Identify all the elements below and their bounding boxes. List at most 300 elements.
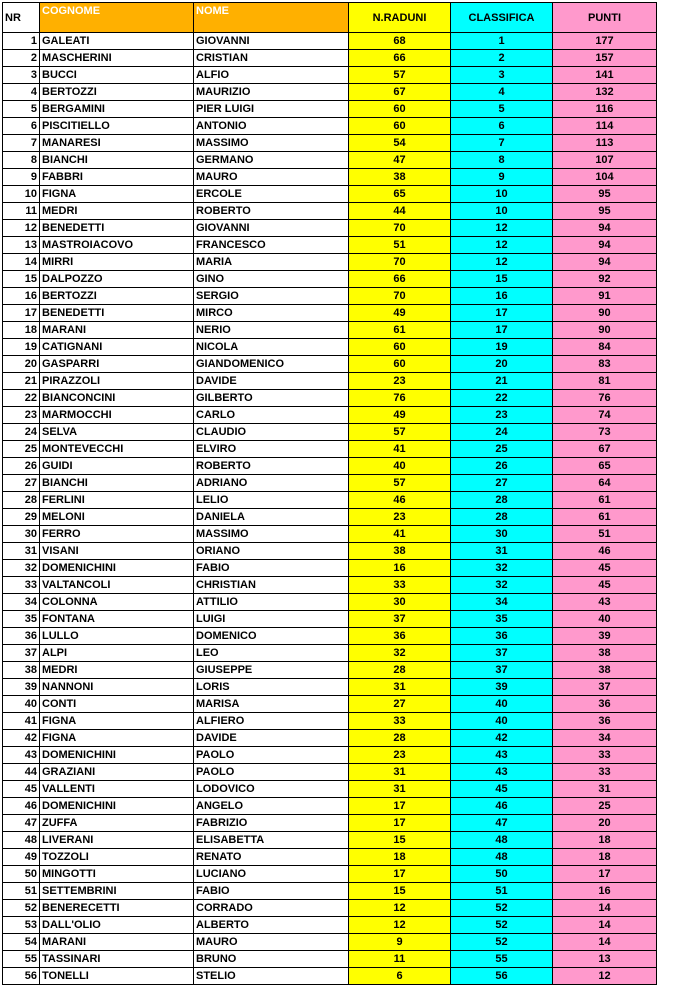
header-raduni[interactable]: N.RADUNI <box>349 3 451 33</box>
cell-punti[interactable]: 177 <box>553 33 657 50</box>
cell-raduni[interactable]: 61 <box>349 322 451 339</box>
cell-classifica[interactable]: 37 <box>451 645 553 662</box>
cell-nr[interactable]: 6 <box>3 118 40 135</box>
cell-nome[interactable]: STELIO <box>194 968 349 985</box>
cell-punti[interactable]: 94 <box>553 237 657 254</box>
cell-cognome[interactable]: CATIGNANI <box>40 339 194 356</box>
cell-nr[interactable]: 56 <box>3 968 40 985</box>
cell-punti[interactable]: 31 <box>553 781 657 798</box>
cell-raduni[interactable]: 16 <box>349 560 451 577</box>
cell-classifica[interactable]: 48 <box>451 849 553 866</box>
cell-classifica[interactable]: 16 <box>451 288 553 305</box>
cell-cognome[interactable]: MARANI <box>40 322 194 339</box>
cell-raduni[interactable]: 31 <box>349 781 451 798</box>
cell-nome[interactable]: LEO <box>194 645 349 662</box>
cell-cognome[interactable]: PISCITIELLO <box>40 118 194 135</box>
cell-nr[interactable]: 48 <box>3 832 40 849</box>
cell-raduni[interactable]: 17 <box>349 866 451 883</box>
cell-raduni[interactable]: 6 <box>349 968 451 985</box>
cell-classifica[interactable]: 4 <box>451 84 553 101</box>
cell-cognome[interactable]: FABBRI <box>40 169 194 186</box>
cell-nr[interactable]: 50 <box>3 866 40 883</box>
cell-nr[interactable]: 11 <box>3 203 40 220</box>
cell-cognome[interactable]: VALLENTI <box>40 781 194 798</box>
cell-nr[interactable]: 26 <box>3 458 40 475</box>
cell-classifica[interactable]: 19 <box>451 339 553 356</box>
cell-cognome[interactable]: FERLINI <box>40 492 194 509</box>
cell-nr[interactable]: 2 <box>3 50 40 67</box>
cell-classifica[interactable]: 26 <box>451 458 553 475</box>
cell-raduni[interactable]: 30 <box>349 594 451 611</box>
cell-cognome[interactable]: BIANCHI <box>40 475 194 492</box>
cell-nome[interactable]: MAURO <box>194 934 349 951</box>
cell-nome[interactable]: DAVIDE <box>194 730 349 747</box>
cell-raduni[interactable]: 38 <box>349 543 451 560</box>
cell-nome[interactable]: ALFIERO <box>194 713 349 730</box>
cell-classifica[interactable]: 12 <box>451 237 553 254</box>
cell-classifica[interactable]: 2 <box>451 50 553 67</box>
cell-classifica[interactable]: 52 <box>451 900 553 917</box>
cell-punti[interactable]: 95 <box>553 186 657 203</box>
cell-classifica[interactable]: 40 <box>451 713 553 730</box>
cell-cognome[interactable]: NANNONI <box>40 679 194 696</box>
cell-cognome[interactable]: DALL'OLIO <box>40 917 194 934</box>
cell-classifica[interactable]: 10 <box>451 203 553 220</box>
cell-nr[interactable]: 5 <box>3 101 40 118</box>
cell-nome[interactable]: CARLO <box>194 407 349 424</box>
cell-nome[interactable]: PAOLO <box>194 747 349 764</box>
cell-nome[interactable]: DOMENICO <box>194 628 349 645</box>
cell-nr[interactable]: 33 <box>3 577 40 594</box>
cell-nr[interactable]: 54 <box>3 934 40 951</box>
cell-punti[interactable]: 94 <box>553 220 657 237</box>
cell-raduni[interactable]: 70 <box>349 288 451 305</box>
cell-punti[interactable]: 92 <box>553 271 657 288</box>
cell-punti[interactable]: 18 <box>553 849 657 866</box>
cell-nr[interactable]: 13 <box>3 237 40 254</box>
cell-raduni[interactable]: 15 <box>349 832 451 849</box>
cell-nome[interactable]: GIOVANNI <box>194 33 349 50</box>
cell-nome[interactable]: GINO <box>194 271 349 288</box>
cell-nome[interactable]: DANIELA <box>194 509 349 526</box>
cell-classifica[interactable]: 37 <box>451 662 553 679</box>
cell-classifica[interactable]: 52 <box>451 917 553 934</box>
cell-classifica[interactable]: 22 <box>451 390 553 407</box>
cell-nome[interactable]: DAVIDE <box>194 373 349 390</box>
cell-cognome[interactable]: BENEDETTI <box>40 305 194 322</box>
cell-cognome[interactable]: BERTOZZI <box>40 84 194 101</box>
cell-punti[interactable]: 16 <box>553 883 657 900</box>
cell-nr[interactable]: 31 <box>3 543 40 560</box>
cell-cognome[interactable]: BERTOZZI <box>40 288 194 305</box>
cell-nome[interactable]: NICOLA <box>194 339 349 356</box>
cell-nome[interactable]: GERMANO <box>194 152 349 169</box>
cell-punti[interactable]: 38 <box>553 662 657 679</box>
cell-cognome[interactable]: COLONNA <box>40 594 194 611</box>
cell-nr[interactable]: 55 <box>3 951 40 968</box>
cell-nr[interactable]: 15 <box>3 271 40 288</box>
cell-cognome[interactable]: ZUFFA <box>40 815 194 832</box>
cell-classifica[interactable]: 36 <box>451 628 553 645</box>
cell-punti[interactable]: 114 <box>553 118 657 135</box>
cell-raduni[interactable]: 57 <box>349 475 451 492</box>
cell-classifica[interactable]: 17 <box>451 322 553 339</box>
cell-classifica[interactable]: 30 <box>451 526 553 543</box>
cell-punti[interactable]: 65 <box>553 458 657 475</box>
cell-raduni[interactable]: 18 <box>349 849 451 866</box>
cell-classifica[interactable]: 46 <box>451 798 553 815</box>
header-classifica[interactable]: CLASSIFICA <box>451 3 553 33</box>
cell-classifica[interactable]: 51 <box>451 883 553 900</box>
cell-nr[interactable]: 14 <box>3 254 40 271</box>
cell-punti[interactable]: 113 <box>553 135 657 152</box>
cell-raduni[interactable]: 40 <box>349 458 451 475</box>
cell-raduni[interactable]: 41 <box>349 441 451 458</box>
cell-cognome[interactable]: MELONI <box>40 509 194 526</box>
cell-nr[interactable]: 4 <box>3 84 40 101</box>
cell-punti[interactable]: 74 <box>553 407 657 424</box>
cell-nome[interactable]: ALBERTO <box>194 917 349 934</box>
cell-cognome[interactable]: MINGOTTI <box>40 866 194 883</box>
cell-punti[interactable]: 14 <box>553 900 657 917</box>
cell-punti[interactable]: 37 <box>553 679 657 696</box>
cell-nome[interactable]: ROBERTO <box>194 458 349 475</box>
cell-punti[interactable]: 38 <box>553 645 657 662</box>
cell-raduni[interactable]: 17 <box>349 815 451 832</box>
cell-punti[interactable]: 36 <box>553 713 657 730</box>
cell-raduni[interactable]: 60 <box>349 339 451 356</box>
cell-classifica[interactable]: 8 <box>451 152 553 169</box>
cell-classifica[interactable]: 48 <box>451 832 553 849</box>
cell-nr[interactable]: 37 <box>3 645 40 662</box>
cell-punti[interactable]: 43 <box>553 594 657 611</box>
cell-raduni[interactable]: 36 <box>349 628 451 645</box>
cell-punti[interactable]: 95 <box>553 203 657 220</box>
cell-classifica[interactable]: 47 <box>451 815 553 832</box>
cell-raduni[interactable]: 38 <box>349 169 451 186</box>
cell-cognome[interactable]: GALEATI <box>40 33 194 50</box>
cell-classifica[interactable]: 52 <box>451 934 553 951</box>
cell-nr[interactable]: 23 <box>3 407 40 424</box>
cell-punti[interactable]: 91 <box>553 288 657 305</box>
cell-punti[interactable]: 51 <box>553 526 657 543</box>
cell-cognome[interactable]: SELVA <box>40 424 194 441</box>
cell-classifica[interactable]: 32 <box>451 560 553 577</box>
cell-nome[interactable]: MAURO <box>194 169 349 186</box>
cell-punti[interactable]: 33 <box>553 764 657 781</box>
cell-nome[interactable]: ATTILIO <box>194 594 349 611</box>
cell-raduni[interactable]: 9 <box>349 934 451 951</box>
cell-cognome[interactable]: MIRRI <box>40 254 194 271</box>
cell-classifica[interactable]: 31 <box>451 543 553 560</box>
cell-nome[interactable]: BRUNO <box>194 951 349 968</box>
cell-punti[interactable]: 132 <box>553 84 657 101</box>
cell-cognome[interactable]: CONTI <box>40 696 194 713</box>
cell-cognome[interactable]: MANARESI <box>40 135 194 152</box>
cell-classifica[interactable]: 55 <box>451 951 553 968</box>
cell-nome[interactable]: MIRCO <box>194 305 349 322</box>
cell-nr[interactable]: 43 <box>3 747 40 764</box>
cell-cognome[interactable]: BIANCHI <box>40 152 194 169</box>
cell-nr[interactable]: 38 <box>3 662 40 679</box>
cell-cognome[interactable]: GASPARRI <box>40 356 194 373</box>
cell-cognome[interactable]: DALPOZZO <box>40 271 194 288</box>
cell-nr[interactable]: 20 <box>3 356 40 373</box>
cell-nr[interactable]: 21 <box>3 373 40 390</box>
cell-nome[interactable]: ANTONIO <box>194 118 349 135</box>
cell-classifica[interactable]: 50 <box>451 866 553 883</box>
cell-punti[interactable]: 14 <box>553 934 657 951</box>
cell-raduni[interactable]: 31 <box>349 764 451 781</box>
cell-cognome[interactable]: GRAZIANI <box>40 764 194 781</box>
cell-nome[interactable]: MASSIMO <box>194 526 349 543</box>
cell-raduni[interactable]: 49 <box>349 305 451 322</box>
cell-cognome[interactable]: GUIDI <box>40 458 194 475</box>
cell-classifica[interactable]: 27 <box>451 475 553 492</box>
cell-classifica[interactable]: 28 <box>451 509 553 526</box>
cell-raduni[interactable]: 17 <box>349 798 451 815</box>
cell-classifica[interactable]: 1 <box>451 33 553 50</box>
cell-nr[interactable]: 40 <box>3 696 40 713</box>
cell-cognome[interactable]: LULLO <box>40 628 194 645</box>
cell-raduni[interactable]: 47 <box>349 152 451 169</box>
cell-punti[interactable]: 141 <box>553 67 657 84</box>
cell-raduni[interactable]: 33 <box>349 713 451 730</box>
cell-punti[interactable]: 90 <box>553 322 657 339</box>
cell-nome[interactable]: LODOVICO <box>194 781 349 798</box>
header-punti[interactable]: PUNTI <box>553 3 657 33</box>
cell-nr[interactable]: 41 <box>3 713 40 730</box>
cell-punti[interactable]: 40 <box>553 611 657 628</box>
cell-nome[interactable]: MARISA <box>194 696 349 713</box>
cell-nome[interactable]: ELISABETTA <box>194 832 349 849</box>
cell-raduni[interactable]: 11 <box>349 951 451 968</box>
cell-punti[interactable]: 45 <box>553 577 657 594</box>
cell-cognome[interactable]: MARMOCCHI <box>40 407 194 424</box>
cell-nome[interactable]: LUIGI <box>194 611 349 628</box>
cell-nr[interactable]: 3 <box>3 67 40 84</box>
cell-classifica[interactable]: 32 <box>451 577 553 594</box>
cell-raduni[interactable]: 60 <box>349 356 451 373</box>
cell-punti[interactable]: 157 <box>553 50 657 67</box>
cell-nome[interactable]: GILBERTO <box>194 390 349 407</box>
cell-punti[interactable]: 33 <box>553 747 657 764</box>
cell-nome[interactable]: GIANDOMENICO <box>194 356 349 373</box>
cell-classifica[interactable]: 3 <box>451 67 553 84</box>
cell-raduni[interactable]: 46 <box>349 492 451 509</box>
cell-nr[interactable]: 45 <box>3 781 40 798</box>
cell-nome[interactable]: ALFIO <box>194 67 349 84</box>
cell-classifica[interactable]: 12 <box>451 220 553 237</box>
cell-classifica[interactable]: 25 <box>451 441 553 458</box>
cell-nr[interactable]: 49 <box>3 849 40 866</box>
cell-cognome[interactable]: SETTEMBRINI <box>40 883 194 900</box>
cell-classifica[interactable]: 15 <box>451 271 553 288</box>
cell-raduni[interactable]: 15 <box>349 883 451 900</box>
cell-cognome[interactable]: MASCHERINI <box>40 50 194 67</box>
cell-cognome[interactable]: MONTEVECCHI <box>40 441 194 458</box>
cell-punti[interactable]: 17 <box>553 866 657 883</box>
cell-raduni[interactable]: 57 <box>349 424 451 441</box>
cell-raduni[interactable]: 66 <box>349 271 451 288</box>
cell-nr[interactable]: 7 <box>3 135 40 152</box>
cell-punti[interactable]: 46 <box>553 543 657 560</box>
cell-raduni[interactable]: 57 <box>349 67 451 84</box>
cell-nr[interactable]: 25 <box>3 441 40 458</box>
cell-nome[interactable]: PAOLO <box>194 764 349 781</box>
cell-raduni[interactable]: 23 <box>349 509 451 526</box>
cell-raduni[interactable]: 54 <box>349 135 451 152</box>
cell-raduni[interactable]: 12 <box>349 917 451 934</box>
cell-cognome[interactable]: MARANI <box>40 934 194 951</box>
cell-punti[interactable]: 25 <box>553 798 657 815</box>
cell-cognome[interactable]: DOMENICHINI <box>40 798 194 815</box>
cell-classifica[interactable]: 28 <box>451 492 553 509</box>
cell-nome[interactable]: LORIS <box>194 679 349 696</box>
cell-nome[interactable]: NERIO <box>194 322 349 339</box>
cell-cognome[interactable]: DOMENICHINI <box>40 747 194 764</box>
cell-raduni[interactable]: 70 <box>349 220 451 237</box>
cell-raduni[interactable]: 37 <box>349 611 451 628</box>
cell-nome[interactable]: GIUSEPPE <box>194 662 349 679</box>
cell-nome[interactable]: MASSIMO <box>194 135 349 152</box>
cell-nome[interactable]: PIER LUIGI <box>194 101 349 118</box>
cell-punti[interactable]: 45 <box>553 560 657 577</box>
cell-cognome[interactable]: BENERECETTI <box>40 900 194 917</box>
cell-raduni[interactable]: 41 <box>349 526 451 543</box>
cell-punti[interactable]: 73 <box>553 424 657 441</box>
cell-nome[interactable]: ADRIANO <box>194 475 349 492</box>
cell-classifica[interactable]: 7 <box>451 135 553 152</box>
cell-raduni[interactable]: 49 <box>349 407 451 424</box>
cell-cognome[interactable]: BUCCI <box>40 67 194 84</box>
cell-cognome[interactable]: DOMENICHINI <box>40 560 194 577</box>
cell-nome[interactable]: FRANCESCO <box>194 237 349 254</box>
cell-raduni[interactable]: 27 <box>349 696 451 713</box>
cell-nr[interactable]: 19 <box>3 339 40 356</box>
cell-punti[interactable]: 64 <box>553 475 657 492</box>
cell-cognome[interactable]: FIGNA <box>40 186 194 203</box>
cell-nr[interactable]: 10 <box>3 186 40 203</box>
cell-cognome[interactable]: BIANCONCINI <box>40 390 194 407</box>
cell-raduni[interactable]: 44 <box>349 203 451 220</box>
cell-raduni[interactable]: 68 <box>349 33 451 50</box>
cell-raduni[interactable]: 65 <box>349 186 451 203</box>
cell-raduni[interactable]: 60 <box>349 118 451 135</box>
cell-nr[interactable]: 17 <box>3 305 40 322</box>
header-nome[interactable]: NOME <box>194 3 349 33</box>
cell-nome[interactable]: CLAUDIO <box>194 424 349 441</box>
cell-punti[interactable]: 12 <box>553 968 657 985</box>
cell-nr[interactable]: 18 <box>3 322 40 339</box>
cell-raduni[interactable]: 67 <box>349 84 451 101</box>
cell-nr[interactable]: 47 <box>3 815 40 832</box>
cell-cognome[interactable]: ALPI <box>40 645 194 662</box>
cell-punti[interactable]: 107 <box>553 152 657 169</box>
cell-nome[interactable]: ORIANO <box>194 543 349 560</box>
cell-nome[interactable]: LUCIANO <box>194 866 349 883</box>
cell-classifica[interactable]: 35 <box>451 611 553 628</box>
cell-punti[interactable]: 20 <box>553 815 657 832</box>
cell-classifica[interactable]: 10 <box>451 186 553 203</box>
cell-nr[interactable]: 29 <box>3 509 40 526</box>
cell-classifica[interactable]: 12 <box>451 254 553 271</box>
cell-raduni[interactable]: 60 <box>349 101 451 118</box>
cell-classifica[interactable]: 23 <box>451 407 553 424</box>
cell-nr[interactable]: 28 <box>3 492 40 509</box>
cell-cognome[interactable]: FIGNA <box>40 730 194 747</box>
cell-nr[interactable]: 8 <box>3 152 40 169</box>
cell-nr[interactable]: 16 <box>3 288 40 305</box>
cell-cognome[interactable]: FONTANA <box>40 611 194 628</box>
cell-nr[interactable]: 36 <box>3 628 40 645</box>
cell-nr[interactable]: 39 <box>3 679 40 696</box>
cell-classifica[interactable]: 43 <box>451 747 553 764</box>
cell-cognome[interactable]: MEDRI <box>40 203 194 220</box>
cell-nome[interactable]: ROBERTO <box>194 203 349 220</box>
cell-nome[interactable]: ELVIRO <box>194 441 349 458</box>
header-cognome[interactable]: COGNOME <box>40 3 194 33</box>
cell-cognome[interactable]: FIGNA <box>40 713 194 730</box>
cell-nr[interactable]: 46 <box>3 798 40 815</box>
cell-raduni[interactable]: 28 <box>349 730 451 747</box>
cell-punti[interactable]: 81 <box>553 373 657 390</box>
cell-classifica[interactable]: 17 <box>451 305 553 322</box>
cell-cognome[interactable]: VISANI <box>40 543 194 560</box>
cell-punti[interactable]: 14 <box>553 917 657 934</box>
cell-nr[interactable]: 51 <box>3 883 40 900</box>
cell-punti[interactable]: 18 <box>553 832 657 849</box>
cell-nr[interactable]: 34 <box>3 594 40 611</box>
cell-punti[interactable]: 61 <box>553 492 657 509</box>
cell-raduni[interactable]: 32 <box>349 645 451 662</box>
cell-nr[interactable]: 42 <box>3 730 40 747</box>
cell-raduni[interactable]: 12 <box>349 900 451 917</box>
cell-classifica[interactable]: 56 <box>451 968 553 985</box>
cell-cognome[interactable]: FERRO <box>40 526 194 543</box>
cell-raduni[interactable]: 28 <box>349 662 451 679</box>
cell-nome[interactable]: LELIO <box>194 492 349 509</box>
cell-cognome[interactable]: BERGAMINI <box>40 101 194 118</box>
cell-punti[interactable]: 34 <box>553 730 657 747</box>
cell-nr[interactable]: 30 <box>3 526 40 543</box>
cell-nome[interactable]: CRISTIAN <box>194 50 349 67</box>
cell-nome[interactable]: CHRISTIAN <box>194 577 349 594</box>
cell-classifica[interactable]: 5 <box>451 101 553 118</box>
cell-nome[interactable]: GIOVANNI <box>194 220 349 237</box>
cell-classifica[interactable]: 43 <box>451 764 553 781</box>
cell-punti[interactable]: 104 <box>553 169 657 186</box>
cell-nome[interactable]: ERCOLE <box>194 186 349 203</box>
cell-raduni[interactable]: 33 <box>349 577 451 594</box>
cell-classifica[interactable]: 9 <box>451 169 553 186</box>
cell-nome[interactable]: CORRADO <box>194 900 349 917</box>
cell-nr[interactable]: 27 <box>3 475 40 492</box>
cell-nr[interactable]: 53 <box>3 917 40 934</box>
cell-punti[interactable]: 39 <box>553 628 657 645</box>
cell-classifica[interactable]: 24 <box>451 424 553 441</box>
cell-nome[interactable]: MAURIZIO <box>194 84 349 101</box>
cell-punti[interactable]: 84 <box>553 339 657 356</box>
cell-nr[interactable]: 52 <box>3 900 40 917</box>
cell-cognome[interactable]: TOZZOLI <box>40 849 194 866</box>
cell-nr[interactable]: 12 <box>3 220 40 237</box>
cell-raduni[interactable]: 23 <box>349 373 451 390</box>
cell-classifica[interactable]: 42 <box>451 730 553 747</box>
cell-nome[interactable]: ANGELO <box>194 798 349 815</box>
cell-punti[interactable]: 116 <box>553 101 657 118</box>
cell-nr[interactable]: 32 <box>3 560 40 577</box>
